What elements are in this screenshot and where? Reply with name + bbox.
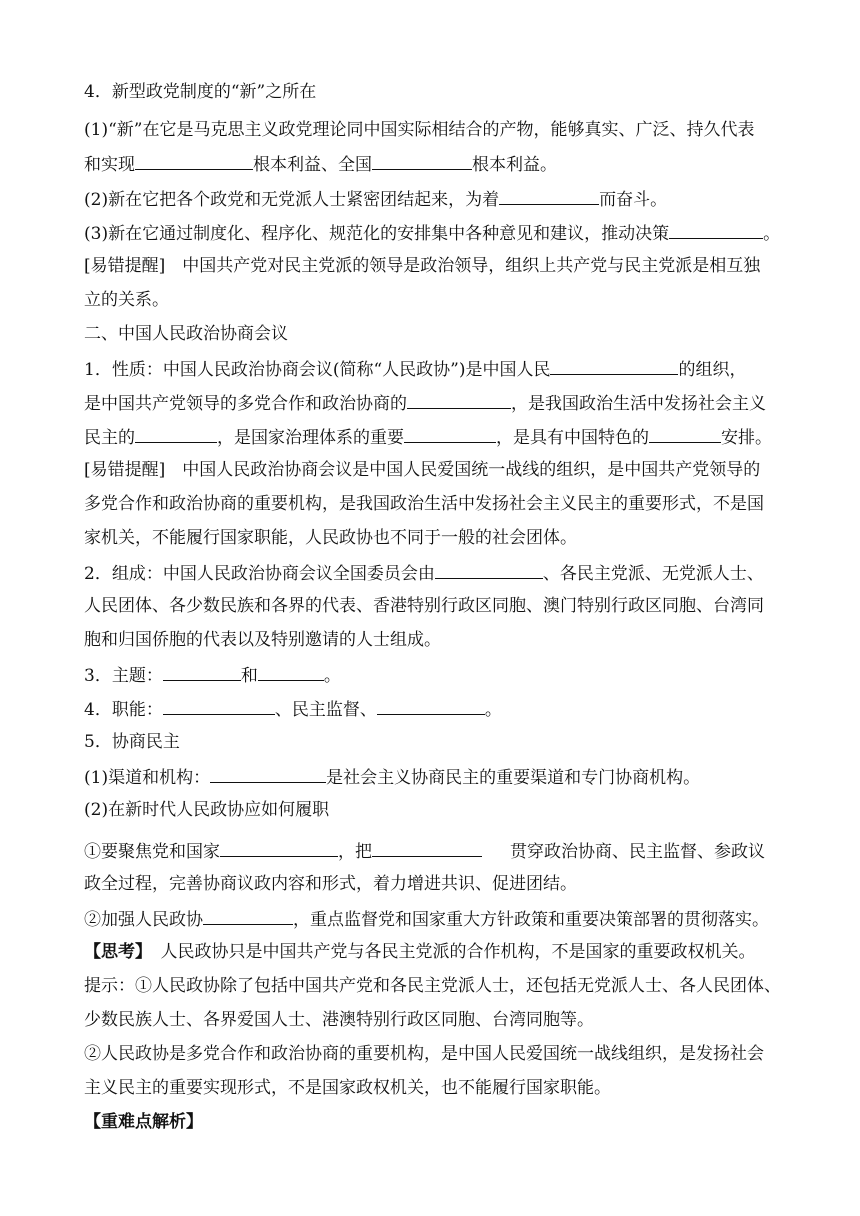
text: (2)在新时代人民政协应如何履职 bbox=[84, 800, 330, 820]
paragraph-line bbox=[84, 798, 329, 822]
text: 根本利益。 bbox=[472, 155, 557, 175]
tip-line bbox=[84, 254, 760, 278]
text: 2．组成：中国人民政治协商会议全国委员会由 bbox=[84, 564, 435, 584]
fill-blank[interactable] bbox=[220, 838, 338, 857]
fill-blank[interactable] bbox=[372, 151, 472, 170]
paragraph-line bbox=[84, 356, 746, 382]
hint-line bbox=[84, 1008, 594, 1032]
fill-blank[interactable] bbox=[163, 696, 275, 715]
paragraph-line bbox=[84, 696, 502, 722]
tip-line bbox=[84, 526, 577, 550]
text: 政全过程，完善协商议政内容和形式，着力增进共识、促进团结。 bbox=[84, 874, 577, 894]
text: 人民政协只是中国共产党与各民主党派的合作机构，不是国家的重要政权机关。 bbox=[143, 942, 756, 962]
fill-blank[interactable] bbox=[407, 390, 511, 409]
fill-blank[interactable] bbox=[649, 424, 721, 443]
fill-blank[interactable] bbox=[372, 838, 482, 857]
text: 和实现 bbox=[84, 155, 135, 175]
text: 3．主题： bbox=[84, 666, 163, 686]
paragraph-line bbox=[84, 730, 180, 754]
paragraph-line bbox=[84, 390, 766, 416]
text: 是社会主义协商民主的重要渠道和专门协商机构。 bbox=[326, 768, 701, 788]
hint-line bbox=[84, 1076, 611, 1100]
fill-blank[interactable] bbox=[163, 662, 241, 681]
text: ②加强人民政协 bbox=[84, 910, 203, 930]
text: 、各民主党派、无党派人士、 bbox=[542, 564, 764, 584]
paragraph-line bbox=[84, 628, 441, 652]
text: 5．协商民主 bbox=[84, 732, 180, 752]
fill-blank[interactable] bbox=[550, 356, 678, 375]
text: 1．性质：中国人民政治协商会议(简称“人民政协”)是中国人民 bbox=[84, 360, 551, 380]
fill-blank[interactable] bbox=[669, 220, 763, 239]
text: 。 bbox=[323, 666, 341, 686]
text: 和 bbox=[240, 666, 258, 686]
text: 胞和归国侨胞的代表以及特别邀请的人士组成。 bbox=[84, 630, 441, 650]
text: ，是我国政治生活中发扬社会主义 bbox=[511, 394, 766, 414]
text: 贯穿政治协商、民主监督、参政议 bbox=[510, 842, 765, 862]
text: 4．职能： bbox=[84, 700, 163, 720]
paragraph-line bbox=[84, 906, 769, 932]
fill-blank[interactable] bbox=[499, 186, 599, 205]
think-line bbox=[84, 940, 756, 964]
tip-line bbox=[84, 458, 760, 482]
fill-blank[interactable] bbox=[404, 424, 496, 443]
text: ，把 bbox=[338, 842, 372, 862]
heading-text: 二、中国人民政治协商会议 bbox=[84, 324, 288, 344]
hint-line bbox=[84, 974, 781, 998]
section-title bbox=[84, 80, 316, 104]
text: 而奋斗。 bbox=[599, 190, 668, 210]
fill-blank[interactable] bbox=[377, 696, 485, 715]
paragraph-line bbox=[84, 838, 765, 864]
paragraph-line bbox=[84, 151, 557, 177]
text: 人民团体、各少数民族和各界的代表、香港特别行政区同胞、澳门特别行政区同胞、台湾同 bbox=[84, 596, 764, 616]
text: ②人民政协是多党合作和政治协商的重要机构，是中国人民爱国统一战线组织，是发扬社会 bbox=[84, 1044, 764, 1064]
text: ①要聚焦党和国家 bbox=[84, 842, 220, 862]
text: ，重点监督党和国家重大方针政策和重要决策部署的贯彻落实。 bbox=[293, 910, 769, 930]
paragraph-line bbox=[84, 118, 754, 142]
fill-blank[interactable] bbox=[435, 560, 543, 579]
text: 安排。 bbox=[721, 428, 772, 448]
text: ，是具有中国特色的 bbox=[496, 428, 649, 448]
section-title-text: 4．新型政党制度的“新”之所在 bbox=[84, 82, 317, 102]
paragraph-line bbox=[84, 560, 764, 586]
think-label: 【思考】 bbox=[84, 942, 144, 962]
fill-blank[interactable] bbox=[203, 906, 293, 925]
text: (1)渠道和机构： bbox=[84, 768, 211, 788]
fill-blank[interactable] bbox=[135, 424, 217, 443]
text: 主义民主的重要实现形式，不是国家政权机关，也不能履行国家职能。 bbox=[84, 1078, 611, 1098]
text: 是中国共产党领导的多党合作和政治协商的 bbox=[84, 394, 407, 414]
text: (2)新在它把各个政党和无党派人士紧密团结起来，为着 bbox=[84, 190, 500, 210]
text: 立的关系。 bbox=[84, 290, 169, 310]
paragraph-line bbox=[84, 662, 341, 688]
fill-blank[interactable] bbox=[210, 764, 326, 783]
paragraph-line bbox=[84, 594, 764, 618]
text: 。 bbox=[763, 224, 781, 244]
text: 民主的 bbox=[84, 428, 135, 448]
text: 根本利益、全国 bbox=[253, 155, 372, 175]
hint-line bbox=[84, 1042, 764, 1066]
text: 家机关，不能履行国家职能，人民政协也不同于一般的社会团体。 bbox=[84, 528, 577, 548]
text: [易错提醒] 中国人民政治协商会议是中国人民爱国统一战线的组织，是中国共产党领导的 bbox=[84, 460, 761, 480]
text: (1)“新”在它是马克思主义政党理论同中国实际相结合的产物，能够真实、广泛、持久代表 bbox=[84, 120, 755, 140]
text: 少数民族人士、各界爱国人士、港澳特别行政区同胞、台湾同胞等。 bbox=[84, 1010, 594, 1030]
text: ，是国家治理体系的重要 bbox=[217, 428, 404, 448]
text: [易错提醒] 中国共产党对民主党派的领导是政治领导，组织上共产党与民主党派是相互独 bbox=[84, 256, 761, 276]
text: (3)新在它通过制度化、程序化、规范化的安排集中各种意见和建议，推动决策 bbox=[84, 224, 670, 244]
analysis-heading bbox=[84, 1110, 203, 1134]
paragraph-line bbox=[84, 186, 667, 212]
paragraph-line bbox=[84, 764, 700, 790]
paragraph-line bbox=[84, 220, 780, 246]
text: 、民主监督、 bbox=[274, 700, 377, 720]
fill-blank[interactable] bbox=[135, 151, 253, 170]
paragraph-line bbox=[84, 872, 577, 896]
tip-line bbox=[84, 492, 764, 516]
section-heading bbox=[84, 322, 288, 346]
tip-line bbox=[84, 288, 169, 312]
text: 提示：①人民政协除了包括中国共产党和各民主党派人士，还包括无党派人士、各人民团体、 bbox=[84, 976, 781, 996]
text: 的组织， bbox=[678, 360, 747, 380]
text: 多党合作和政治协商的重要机构，是我国政治生活中发扬社会主义民主的重要形式，不是国 bbox=[84, 494, 764, 514]
fill-blank[interactable] bbox=[258, 662, 324, 681]
text: 。 bbox=[484, 700, 502, 720]
text: 【重难点解析】 bbox=[84, 1112, 203, 1132]
paragraph-line bbox=[84, 424, 772, 450]
